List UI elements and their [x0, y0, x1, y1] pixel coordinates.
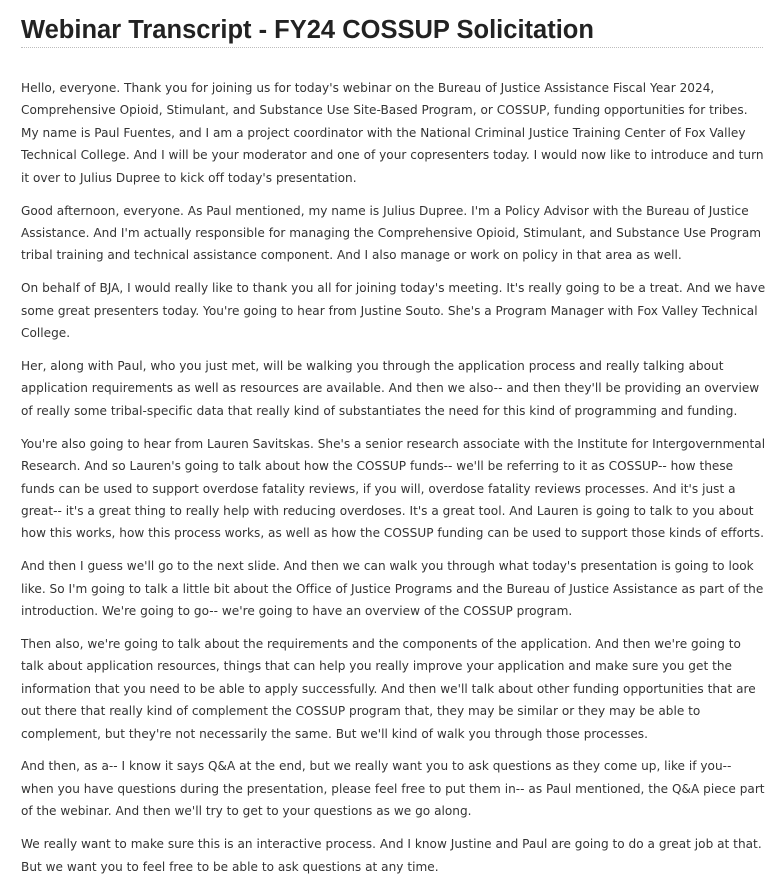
transcript-paragraph: And then I guess we'll go to the next slide. And then we can walk you through what today's presentation is going to look like. So I'm going to talk a little bit about the Office of Justice Programs and the Bureau of Justice Assistance as part of the introduction. We're going to go-- we're going to have an overview of the COSSUP program.: [21, 559, 764, 619]
transcript-paragraph: You're also going to hear from Lauren Savitskas. She's a senior research associate with the Institute for Intergovernmental Research. And so Lauren's going to talk about how the COSSUP funds-- we'll be referring to it as COSSUP-- how these funds can be used to support overdose fatality reviews, if you will, overdose fatality reviews processes. And it's just a great-- it's a great thing to really help with reducing overdoses. It's a great tool. And Lauren is going to talk to you about how this works, how this process works, as well as how the COSSUP funding can be used to support those kinds of efforts.: [21, 436, 766, 541]
page-title: Webinar Transcript - FY24 COSSUP Solicitation: [21, 0, 763, 48]
transcript-paragraph: Her, along with Paul, who you just met, will be walking you through the application process and really talking about application requirements as well as resources are available. And then we also-- and then they'll be providing an overview of really some tribal-specific data that really kind of substantiates the need for this kind of programming and funding.: [21, 358, 760, 418]
transcript-paragraph: We really want to make sure this is an interactive process. And I know Justine and Paul are going to do a great job at that. But we want you to feel free to be able to ask questions at any time.: [21, 837, 762, 874]
transcript-body: [21, 77, 766, 878]
transcript-paragraph: On behalf of BJA, I would really like to thank you all for joining today's meeting. It's really going to be a treat. And we have some great presenters today. You're going to hear from Justine Souto. She's a Program Manager with Fox Valley Technical College.: [21, 281, 766, 341]
transcript-paragraph: Then also, we're going to talk about the requirements and the components of the application. And then we're going to talk about application resources, things that can help you really improve your application and make sure you get the information that you need to be able to apply successfully. And then we'll talk about other funding opportunities that are out there that really kind of complement the COSSUP program that, they may be similar or they may be able to complement, but they're not necessarily the same. But we'll kind of walk you through those processes.: [21, 636, 756, 741]
transcript-paragraph: Hello, everyone. Thank you for joining us for today's webinar on the Bureau of Justice Assistance Fiscal Year 2024, Comprehensive Opioid, Stimulant, and Substance Use Site-Based Program, or COSSUP, funding opportunities for tribes. My name is Paul Fuentes, and I am a project coordinator with the National Criminal Justice Training Center of Fox Valley Technical College. And I will be your moderator and one of your copresenters today. I would now like to introduce and turn it over to Julius Dupree to kick off today's presentation.: [21, 81, 764, 185]
document-page: [21, 0, 766, 889]
transcript-paragraph: And then, as a-- I know it says Q&A at the end, but we really want you to ask questions as they come up, like if you-- when you have questions during the presentation, please feel free to put them in-- as Paul mentioned, the Q&A piece part of the webinar. And then we'll try to get to your questions as we go along.: [21, 759, 765, 819]
transcript-paragraph: Good afternoon, everyone. As Paul mentioned, my name is Julius Dupree. I'm a Policy Advisor with the Bureau of Justice Assistance. And I'm actually responsible for managing the Comprehensive Opioid, Stimulant, and Substance Use Program tribal training and technical assistance component. And I also manage or work on policy in that area as well.: [21, 203, 762, 263]
